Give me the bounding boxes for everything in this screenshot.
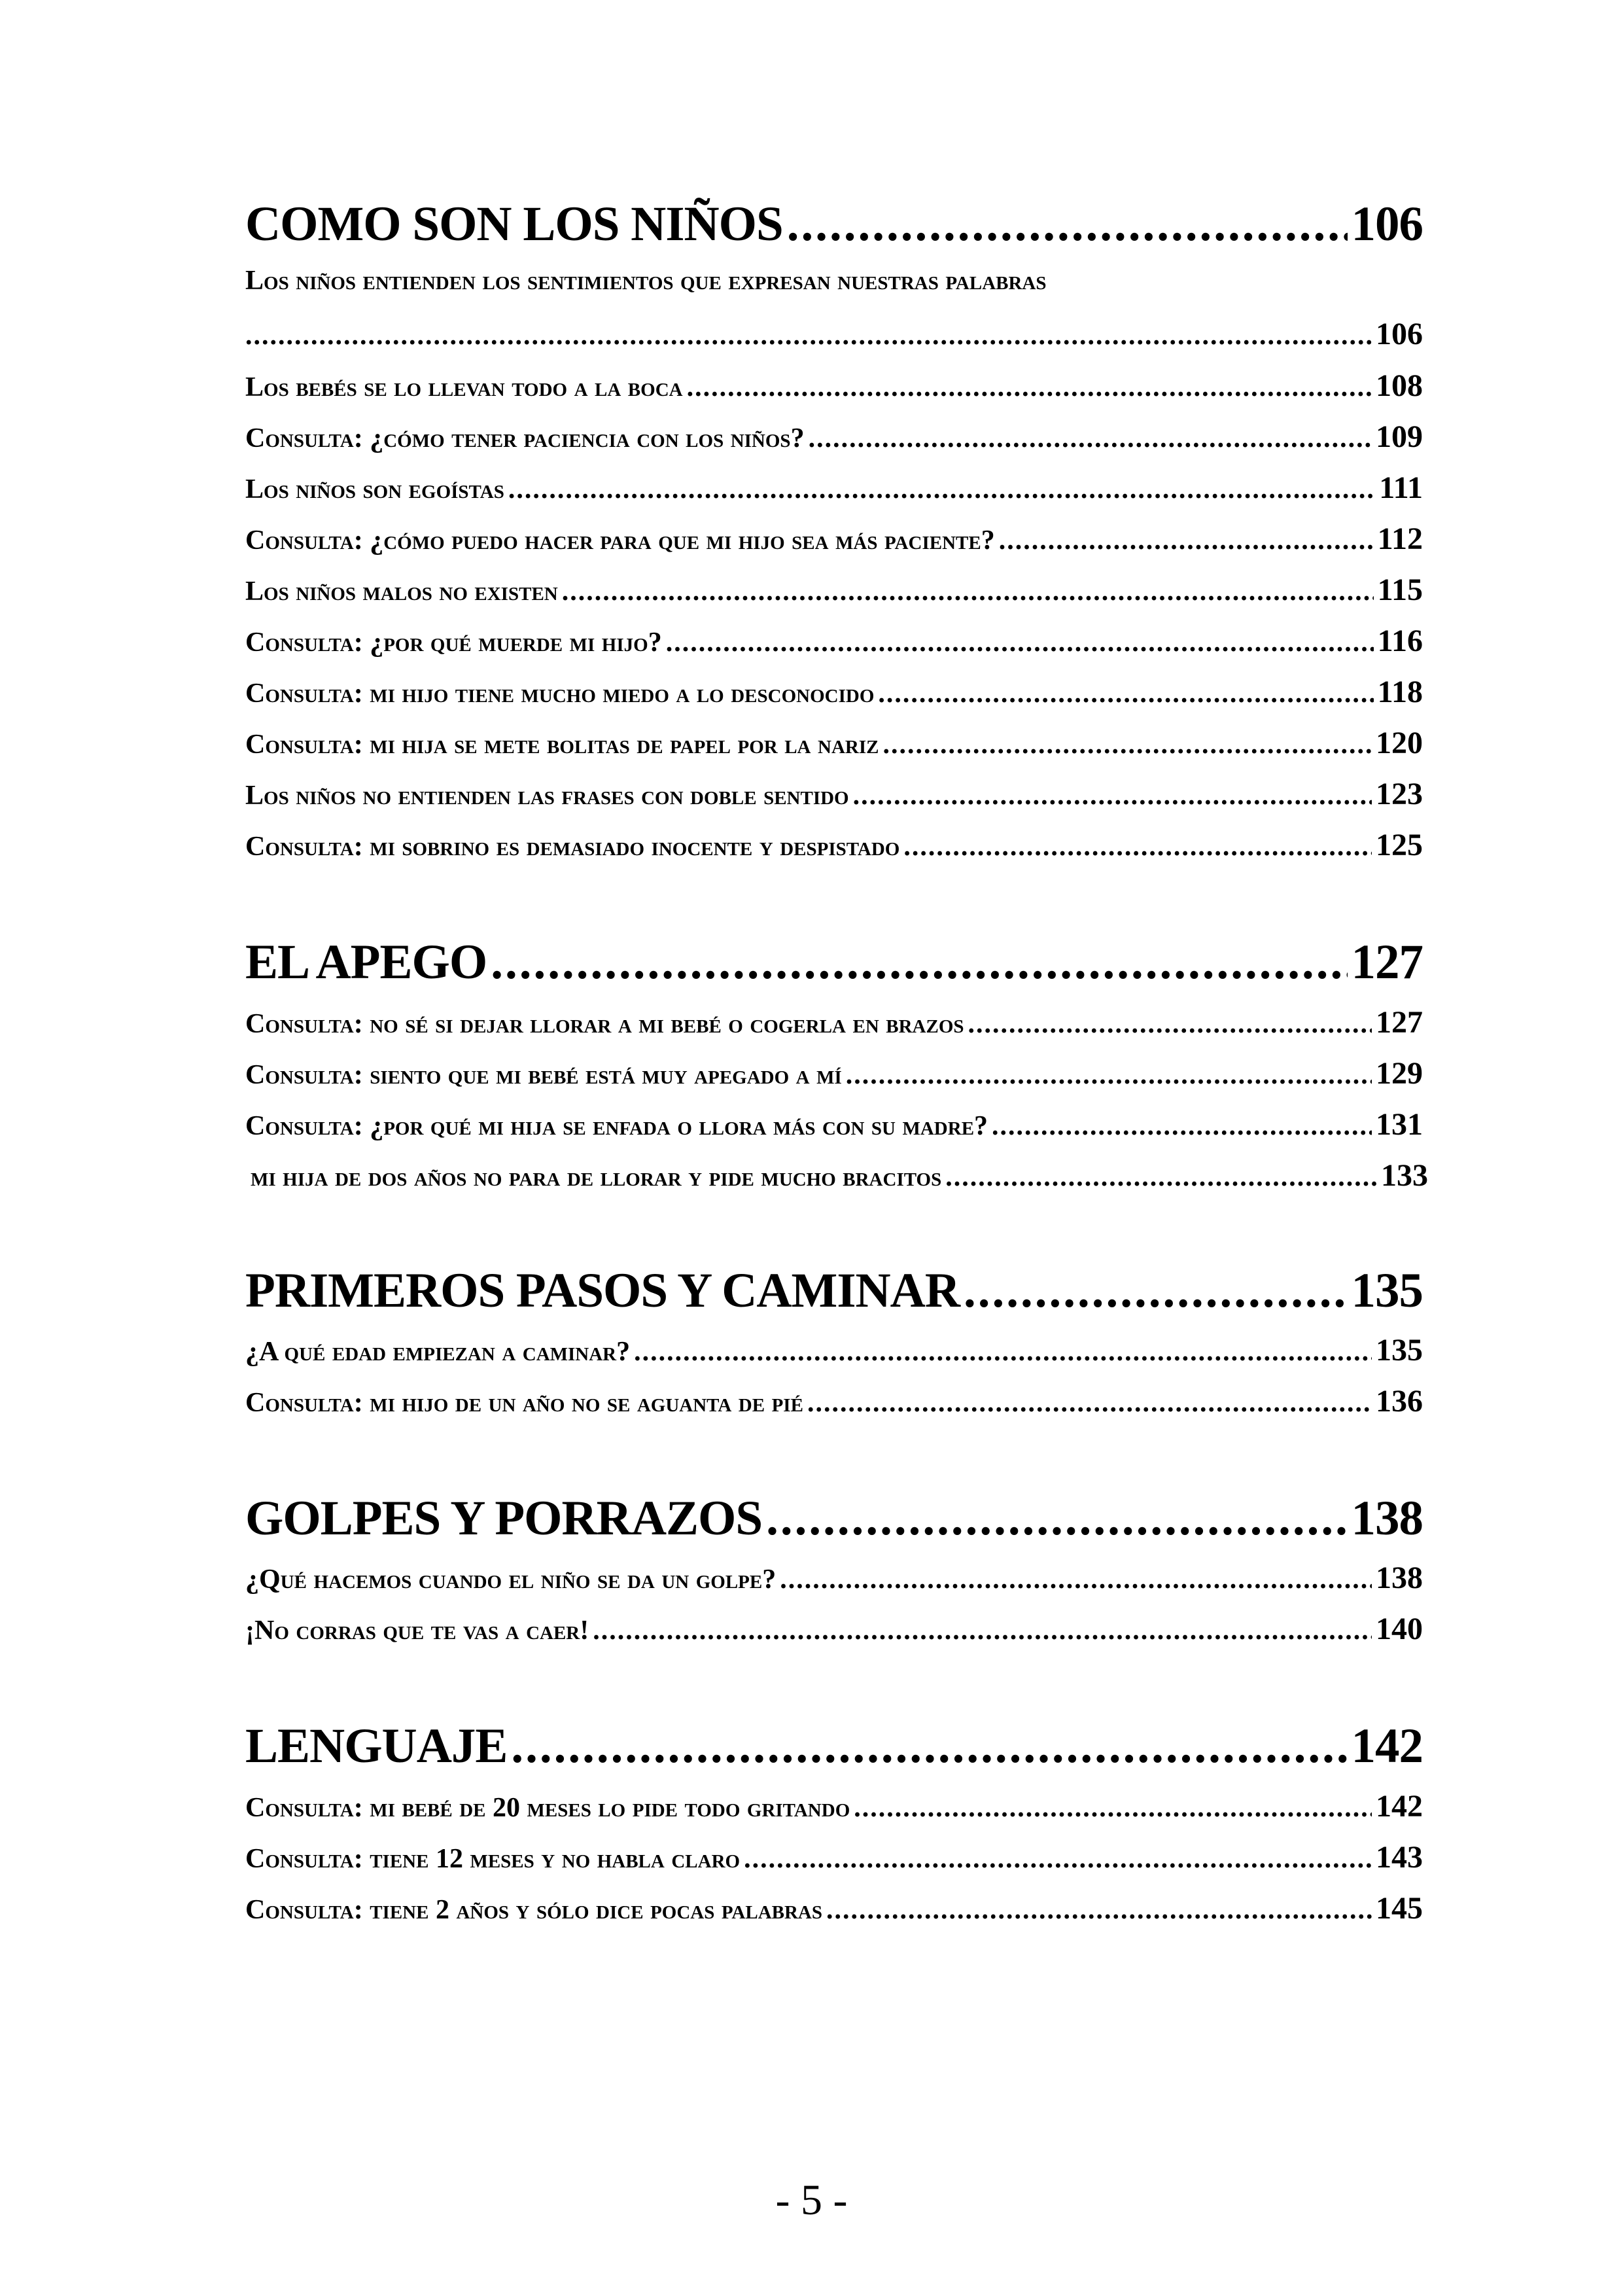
entry-page: 135: [1376, 1333, 1423, 1368]
entry-title: Consulta: ¿cómo tener paciencia con los niños?: [245, 423, 805, 453]
toc-entry[interactable]: [245, 470, 1423, 506]
entry-title: Consulta: mi bebé de 20 meses lo pide todo gritando: [245, 1793, 850, 1823]
entry-title: ¡No corras que te vas a caer!: [245, 1616, 589, 1646]
leader-dots: [809, 423, 1372, 454]
entry-page: 127: [1376, 1005, 1423, 1040]
toc-entry[interactable]: [245, 1383, 1423, 1419]
leader-dots: [999, 525, 1374, 556]
leader-dots: [511, 1718, 1347, 1775]
entry-page: 123: [1376, 777, 1423, 811]
chapter-heading[interactable]: [245, 1718, 1423, 1775]
toc-entry[interactable]: [245, 623, 1423, 659]
toc-entry[interactable]: [245, 1839, 1423, 1875]
entry-title: mi hija de dos años no para de llorar y pide mucho bracitos: [251, 1162, 942, 1192]
leader-dots: [245, 320, 1372, 351]
chapter-title: GOLPES Y PORRAZOS: [245, 1491, 763, 1545]
leader-dots: [491, 934, 1347, 991]
entry-page: 143: [1376, 1840, 1423, 1875]
toc-entry[interactable]: [245, 1611, 1423, 1647]
chapter-heading[interactable]: [245, 1491, 1423, 1547]
toc-entry[interactable]: [245, 419, 1423, 455]
toc-entry[interactable]: [245, 572, 1423, 608]
toc-entry[interactable]: [245, 1788, 1423, 1824]
toc-entry[interactable]: [245, 776, 1423, 812]
entry-title: Consulta: tiene 12 meses y no habla claro: [245, 1844, 741, 1874]
chapter-page: 138: [1351, 1491, 1423, 1545]
chapter-title: PRIMEROS PASOS Y CAMINAR: [245, 1263, 960, 1318]
toc-entry[interactable]: [245, 725, 1423, 761]
entry-page: 115: [1377, 573, 1423, 607]
entry-title: Consulta: mi hijo tiene mucho miedo a lo desconocido: [245, 679, 875, 709]
leader-dots: [903, 831, 1372, 862]
leader-dots: [666, 627, 1374, 658]
chapter-heading[interactable]: [245, 196, 1423, 253]
entry-page: 116: [1377, 624, 1423, 658]
toc-entry[interactable]: [245, 1055, 1423, 1091]
leader-dots: [964, 1263, 1348, 1319]
toc-entry[interactable]: [245, 1004, 1423, 1040]
entry-title: Consulta: mi sobrino es demasiado inocente y despistado: [245, 832, 900, 862]
chapter-heading[interactable]: [245, 934, 1423, 991]
entry-page: 106: [1376, 317, 1423, 351]
entry-title: Consulta: mi hijo de un año no se aguanta de pié: [245, 1388, 803, 1418]
chapter-title: EL APEGO: [245, 935, 487, 989]
leader-dots: [878, 678, 1373, 709]
leader-dots: [508, 474, 1375, 505]
entry-page: 140: [1376, 1612, 1423, 1646]
leader-dots: [882, 729, 1372, 760]
entry-page: 120: [1376, 726, 1423, 760]
leader-dots: [945, 1161, 1377, 1193]
toc-entry[interactable]: [245, 1890, 1423, 1926]
entry-title: Consulta: ¿por qué mi hija se enfada o llora más con su madre?: [245, 1111, 988, 1141]
leader-dots: [744, 1843, 1372, 1875]
leader-dots: [807, 1387, 1372, 1419]
leader-dots: [634, 1336, 1372, 1368]
toc-entry[interactable]: [245, 521, 1423, 557]
entry-page: 142: [1376, 1789, 1423, 1824]
entry-title: Consulta: ¿por qué muerde mi hijo?: [245, 627, 662, 658]
entry-title: Los niños no entienden las frases con doble sentido: [245, 781, 849, 811]
toc-entry[interactable]: [245, 265, 1423, 296]
entry-title: Consulta: ¿cómo puedo hacer para que mi hijo sea más paciente?: [245, 525, 995, 556]
entry-title: Los bebés se lo llevan todo a la boca: [245, 372, 683, 402]
entry-title: Consulta: no sé si dejar llorar a mi bebé o cogerla en brazos: [245, 1009, 964, 1039]
leader-dots: [853, 780, 1372, 811]
toc-entry[interactable]: [245, 827, 1423, 863]
entry-title: Los niños son egoístas: [245, 474, 504, 504]
page-number: - 5 -: [775, 2176, 848, 2224]
entry-page: 108: [1376, 368, 1423, 403]
chapter-page: 135: [1351, 1263, 1423, 1318]
toc-entry[interactable]: [245, 1106, 1423, 1142]
entry-title: ¿A qué edad empiezan a caminar?: [245, 1337, 631, 1367]
entry-page: 109: [1376, 419, 1423, 454]
leader-dots: [846, 1059, 1372, 1091]
chapter-page: 127: [1351, 935, 1423, 989]
entry-page: 145: [1376, 1891, 1423, 1926]
leader-dots: [787, 196, 1348, 253]
entry-page: 118: [1377, 675, 1423, 709]
entry-page: 131: [1376, 1107, 1423, 1142]
entry-page: 133: [1381, 1158, 1428, 1193]
leader-dots: [854, 1792, 1372, 1824]
entry-page: 129: [1376, 1056, 1423, 1091]
leader-dots: [780, 1564, 1372, 1595]
entry-title: Consulta: mi hija se mete bolitas de papel por la nariz: [245, 730, 879, 760]
leader-dots: [968, 1008, 1372, 1040]
entry-page: 112: [1377, 521, 1423, 556]
entry-page: 111: [1379, 470, 1423, 505]
entry-page: 125: [1376, 828, 1423, 862]
entry-title: Consulta: siento que mi bebé está muy apegado a mí: [245, 1060, 842, 1090]
chapter-title: LENGUAJE: [245, 1719, 508, 1773]
entry-title: Los niños malos no existen: [245, 576, 558, 607]
leader-dots: [687, 372, 1372, 403]
leader-dots: [826, 1894, 1372, 1926]
toc-entry[interactable]: [245, 1332, 1423, 1368]
toc-entry[interactable]: [245, 674, 1423, 710]
toc-entry[interactable]: [245, 368, 1423, 404]
leader-dots: [766, 1491, 1347, 1547]
chapter-page: 142: [1351, 1719, 1423, 1773]
leader-dots: [992, 1110, 1372, 1142]
entry-page: 138: [1376, 1561, 1423, 1595]
chapter-page: 106: [1351, 197, 1423, 251]
chapter-heading[interactable]: [245, 1263, 1423, 1319]
leader-dots: [593, 1615, 1372, 1646]
toc-entry[interactable]: [245, 1157, 1428, 1193]
entry-page: 136: [1376, 1384, 1423, 1419]
chapter-title: COMO SON LOS NIÑOS: [245, 197, 783, 251]
toc-entry[interactable]: [245, 1560, 1423, 1596]
entry-title: Los niños entienden los sentimientos que expresan nuestras palabras: [245, 266, 1047, 296]
entry-title: ¿Qué hacemos cuando el niño se da un golpe?: [245, 1564, 777, 1595]
toc-entry-continuation[interactable]: [245, 316, 1423, 352]
entry-title: Consulta: tiene 2 años y sólo dice pocas palabras: [245, 1895, 823, 1925]
leader-dots: [562, 576, 1374, 607]
